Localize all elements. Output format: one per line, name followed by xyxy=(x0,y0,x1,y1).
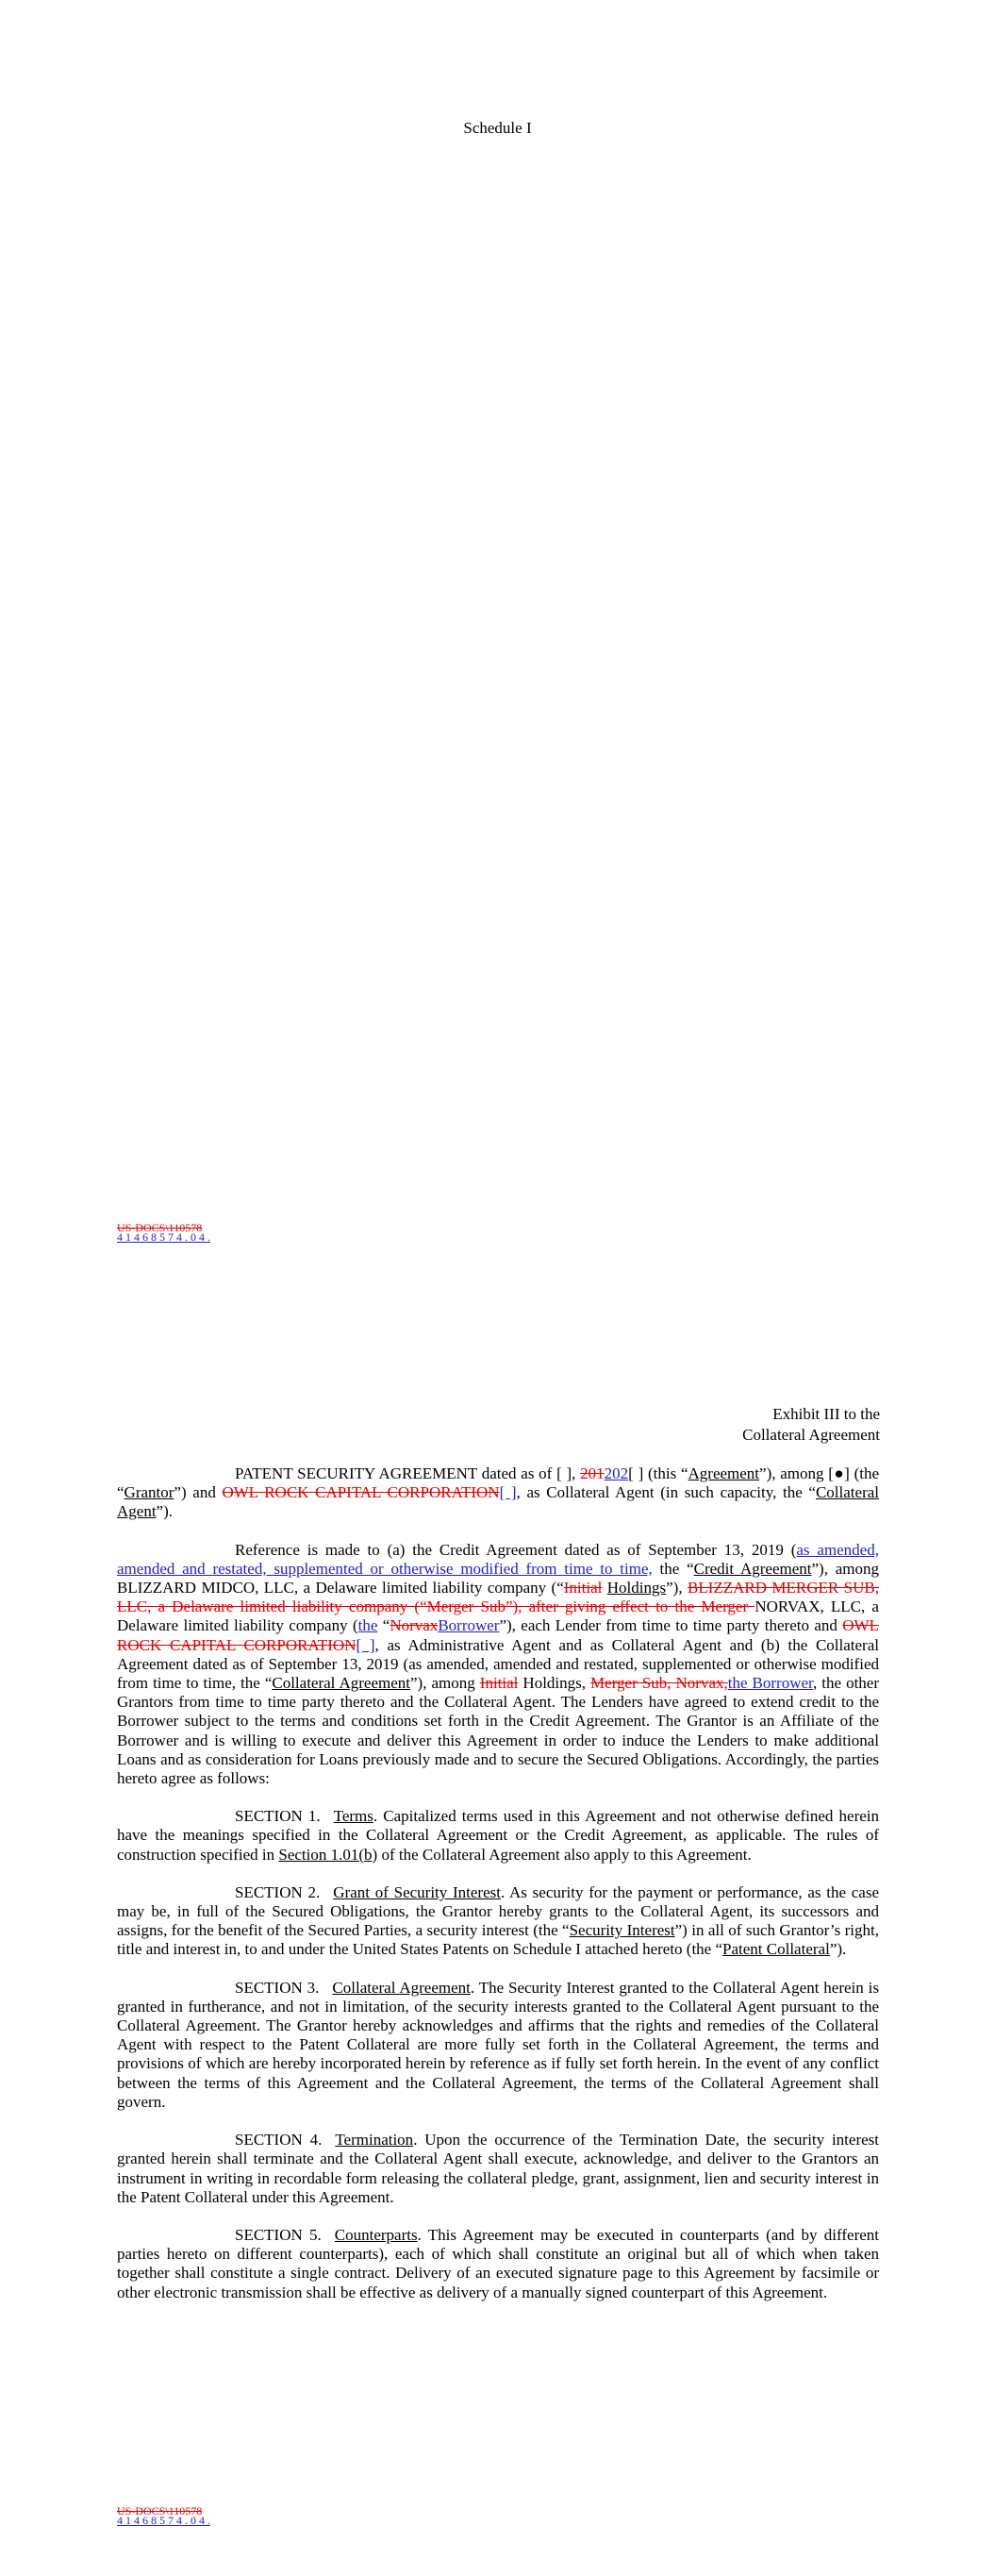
section-4: SECTION 4. Termination. Upon the occurrence of the Termination Date, the security interest granted herein shall terminate and the Collateral Agent shall execute, acknowledge, and deliver to the Grantors an instrument in writing in recordable form releasing the collateral pledge, grant, assignment, lien and security interest in the Patent Collateral under this Agreement. xyxy=(117,2131,879,2206)
footer-inserted-docid-2: 4 1 4 6 8 5 7 4 . 0 4 . xyxy=(117,2514,210,2527)
schedule-title: Schedule I xyxy=(463,119,532,137)
section-3: SECTION 3. Collateral Agreement. The Security Interest granted to the Collateral Agent herein is granted in furtherance, and not in limitation, of the security interests granted to the Collateral Agent pursuant to the Collateral Agreement. The Grantor hereby acknowledges and affirms that the rights and remedies of the Collateral Agent with respect to the Patent Collateral are more fully set forth in the Collateral Agreement, the terms and provisions of which are hereby incorporated herein by reference as if fully set forth herein. In the event of any conflict between the terms of this Agreement and the Collateral Agreement, the terms of the Collateral Agreement shall govern. xyxy=(117,1978,879,2111)
section-2: SECTION 2. Grant of Security Interest. As security for the payment or performance, as the case may be, in full of the Secured Obligations, the Grantor hereby grants to the Collateral Agent, its successors and assigns, for the benefit of the Secured Parties, a security interest (the “Security Interest”) in all of such Grantor’s right, title and interest in, to and under the United States Patents on Schedule I attached hereto (the “Patent Collateral”). xyxy=(117,1882,879,1959)
page-footer-2 xyxy=(117,2506,210,2525)
footer-deleted-docid: US-DOCS\110578 xyxy=(117,1221,203,1234)
exhibit-line-1: Exhibit III to the xyxy=(772,1405,880,1423)
exhibit-line-2: Collateral Agreement xyxy=(742,1426,880,1444)
footer-deleted-docid-2: US-DOCS\110578 xyxy=(117,2504,203,2517)
section-1: SECTION 1. Terms. Capitalized terms used in this Agreement and not otherwise defined herein have the meanings specified in the Collateral Agreement or the Credit Agreement, as applicable. The rules of construction specified in Section 1.01(b) of the Collateral Agreement also apply to this Agreement. xyxy=(117,1807,879,1864)
page-footer xyxy=(117,1223,210,1242)
preamble-paragraph: PATENT SECURITY AGREEMENT dated as of [ ], 201202[ ] (this “Agreement”), among [●] (the “Grantor”) and OWL ROCK CAPITAL CORPORATION[ ], as Collateral Agent (in such capacity, the “Collateral Agent”). xyxy=(117,1464,880,1521)
agreement-body xyxy=(117,1464,879,2321)
section-5: SECTION 5. Counterparts. This Agreement may be executed in counterparts (and by different parties hereto on different counterparts), each of which shall constitute an original but all of which when taken together shall constitute a single contract. Delivery of an executed signature page to this Agreement by facsimile or other electronic transmission shall be effective as delivery of a manually signed counterpart of this Agreement. xyxy=(117,2225,879,2301)
exhibit-heading xyxy=(742,1404,880,1446)
footer-inserted-docid: 4 1 4 6 8 5 7 4 . 0 4 . xyxy=(117,1230,210,1244)
recitals-paragraph: Reference is made to (a) the Credit Agreement dated as of September 13, 2019 (as amended, amended and restated, supplemented or otherwise modified from time to time, the “Credit Agreement”), among BLIZZARD MIDCO, LLC, a Delaware limited liability company (“Initial Holdings”), BLIZZARD MERGER SUB, LLC, a Delaware limited liability company (“Merger Sub”), after giving effect to the Merger NORVAX, LLC, a Delaware limited liability company (the “NorvaxBorrower”), each Lender from time to time party thereto and OWL ROCK CAPITAL CORPORATION[ ], as Administrative Agent and as Collateral Agent and (b) the Collateral Agreement dated as of September 13, 2019 (as amended, amended and restated, supplemented or otherwise modified from time to time, the “Collateral Agreement”), among Initial Holdings, Merger Sub, Norvax,the Borrower, the other Grantors from time to time party thereto and the Collateral Agent. The Lenders have agreed to extend credit to the Borrower subject to the terms and conditions set forth in the Credit Agreement. The Grantor is an Affiliate of the Borrower and is willing to execute and deliver this Agreement in order to induce the Lenders to make additional Loans and as consideration for Loans previously made and to secure the Secured Obligations. Accordingly, the parties hereto agree as follows: xyxy=(117,1540,880,1788)
